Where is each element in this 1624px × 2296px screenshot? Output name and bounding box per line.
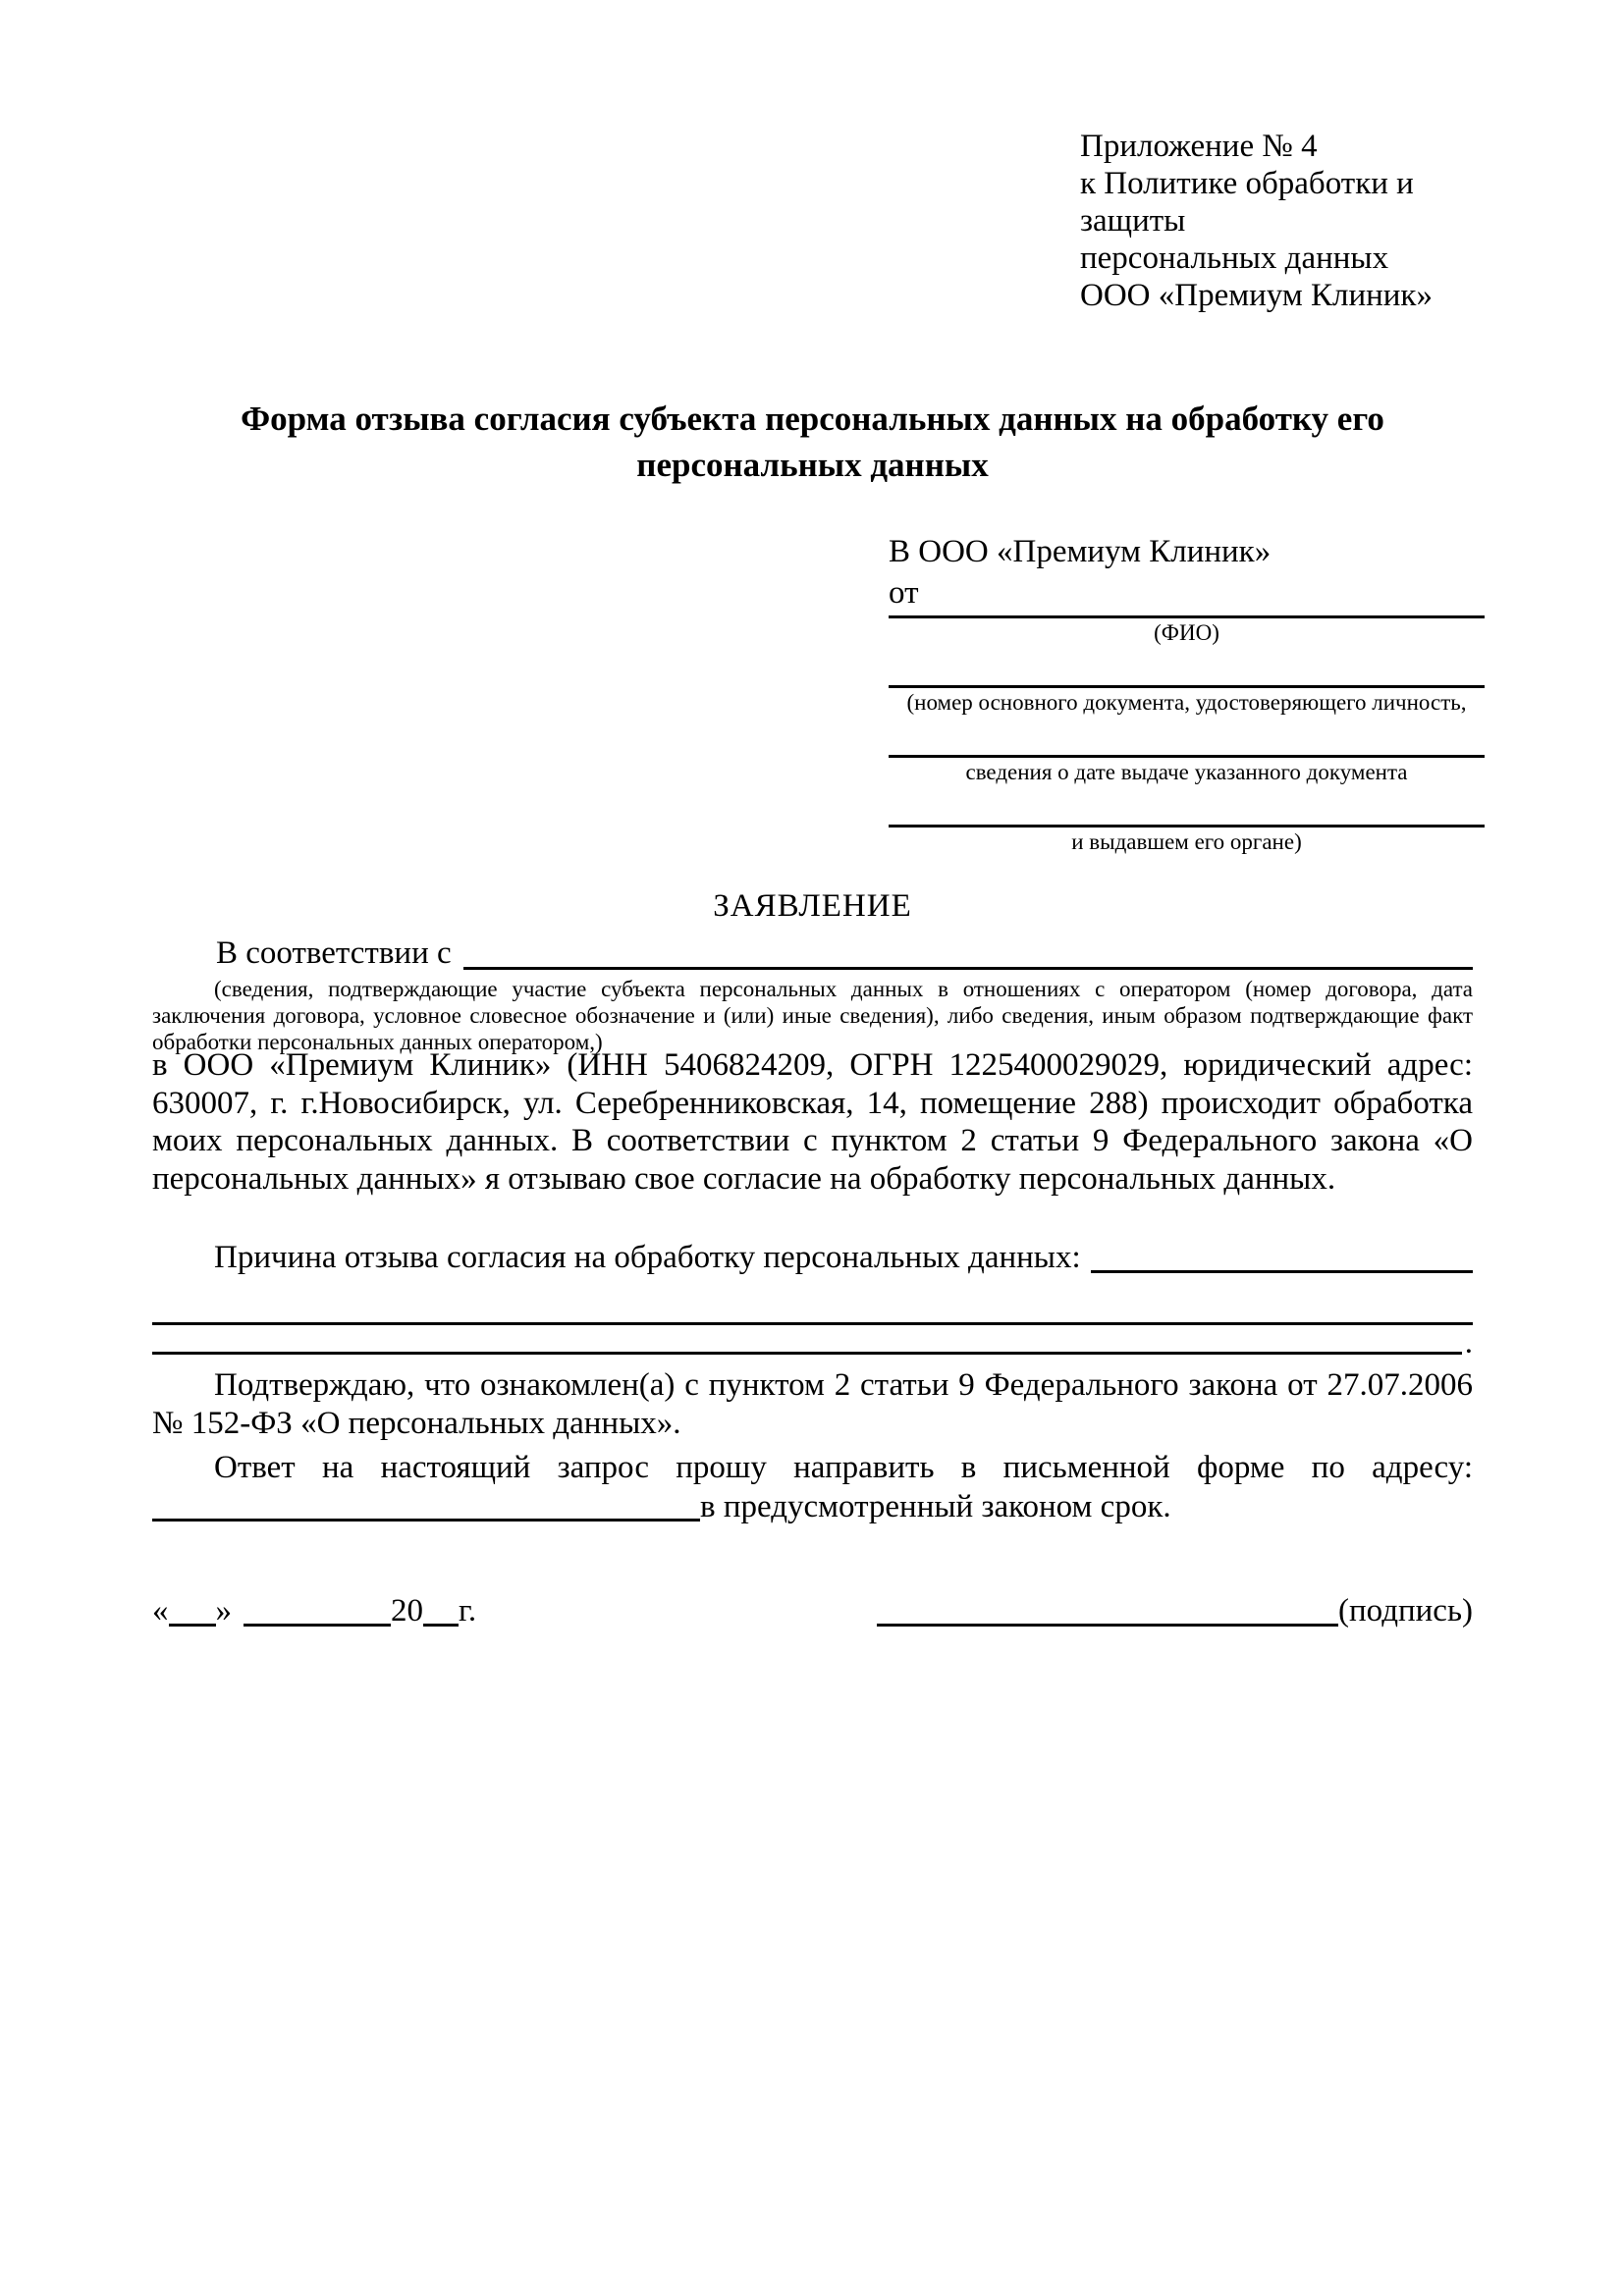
date-year-suffix: г. [459,1593,477,1629]
reply-suffix: в предусмотренный законом срок. [700,1489,1171,1524]
fio-field [889,614,1485,647]
confirmation-paragraph: Подтверждаю, что ознакомлен(а) с пунктом 2 статьи 9 Федерального закона от 27.07.2006 № 152-ФЗ «О персональных данных». [152,1367,1473,1441]
signature-group [877,1590,1473,1631]
date-quote-close: » [215,1593,232,1629]
intro-row [152,932,1473,975]
intro-prefix: В соответствии с [216,935,452,971]
reason-row [152,1237,1473,1279]
appendix-block [1080,128,1502,314]
date-group [152,1590,476,1631]
fio-caption: (ФИО) [1154,620,1219,645]
reply-request-line: Ответ на настоящий запрос прошу направить в письменной форме по адресу: [214,1450,1473,1485]
addressee-from-label: от [889,575,919,611]
appendix-line: Приложение № 4 [1080,129,1318,164]
appendix-line: ООО «Премиум Клиник» [1080,278,1433,313]
signature-blank-line [877,1624,1338,1627]
footer-row [152,1590,1473,1631]
issuing-authority-field [889,786,1485,856]
signature-caption: (подпись) [1338,1593,1473,1629]
date-year-prefix: 20 [391,1593,423,1629]
appendix-line: персональных данных [1080,240,1389,276]
intro-note: (сведения, подтверждающие участие субъекта персональных данных в отношениях с оператором (номер договора, дата заключения договора, условное словесное обозначение и (или) иные сведения), либо сведения, иным образом подтверждающие факт обработки персональных данных оператором,) [152,977,1473,1054]
page-title [152,396,1473,488]
issue-date-field [889,717,1485,786]
reason-label: Причина отзыва согласия на обработку персональных данных: [214,1240,1081,1275]
statement-body: в ООО «Премиум Клиник» (ИНН 5406824209, ОГРН 1225400029029, юридический адрес: 630007, г. г.Новосибирск, ул. Серебренниковская, 14, помещение 288) происходит обработка моих персональных данных. В соответствии с пунктом 2 статьи 9 Федерального закона «О персональных данных» я отзываю свое согласие на обработку персональных данных. [152,1047,1473,1197]
doc-number-field [889,647,1485,717]
reply-address-row [152,1487,1473,1526]
page-title-text: Форма отзыва согласия субъекта персональных данных на обработку его персональных данных [241,400,1384,484]
line-end-period: . [1464,1325,1473,1361]
reason-continuation-line-2 [152,1352,1462,1355]
addressee-to: В ООО «Премиум Клиник» [889,534,1272,569]
date-day-blank [169,1624,216,1627]
date-month-blank [244,1624,391,1627]
date-year-blank [423,1624,459,1627]
reason-continuation-row-2 [152,1325,1473,1362]
reply-address-blank-line [152,1519,700,1522]
issuing-authority-caption: и выдавшем его органе) [1071,829,1302,854]
date-quote-open: « [152,1593,169,1629]
reason-blank-line [1091,1270,1473,1273]
appendix-line: к Политике обработки и защиты [1080,166,1414,239]
intro-blank-line [463,967,1473,970]
issue-date-caption: сведения о дате выдаче указанного документа [965,760,1408,784]
addressee-block [889,531,1485,856]
statement-heading: ЗАЯВЛЕНИЕ [713,888,912,924]
doc-number-caption: (номер основного документа, удостоверяющего личность, [906,690,1467,715]
